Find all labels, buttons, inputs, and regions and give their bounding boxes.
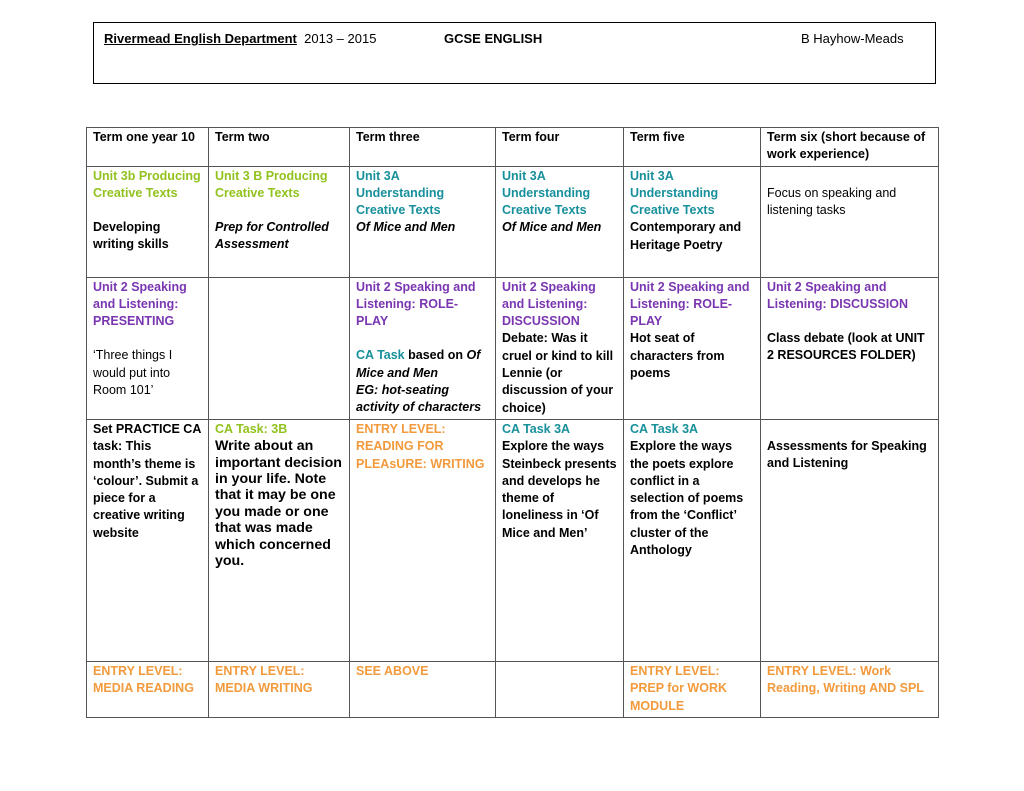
table-header-row xyxy=(87,128,939,167)
table-cell xyxy=(87,419,209,661)
unit-label: Understanding Creative Texts xyxy=(356,185,445,218)
table-cell xyxy=(209,419,350,661)
unit-label: Understanding Creative Texts xyxy=(502,185,591,218)
unit-label: Unit 3A xyxy=(502,168,546,183)
unit-label: Unit 3b Producing Creative Texts xyxy=(93,168,201,200)
cell-text: based on xyxy=(404,348,467,363)
unit-label: Unit 3A Understanding Creative Texts xyxy=(630,168,719,218)
entry-level-label: ENTRY LEVEL: MEDIA READING xyxy=(93,663,194,696)
table-cell xyxy=(496,166,624,277)
scheme-of-work-table xyxy=(86,127,939,718)
ca-task-line xyxy=(356,347,489,382)
table-cell xyxy=(624,277,761,419)
column-header: Term two xyxy=(209,128,350,167)
column-header: Term four xyxy=(496,128,624,167)
cell-text: Prep for Controlled Assessment xyxy=(215,220,329,252)
column-header: Term six (short because of work experience) xyxy=(761,128,939,167)
entry-level-label: ENTRY LEVEL: PREP for WORK MODULE xyxy=(630,663,727,713)
unit-label: Unit 3A xyxy=(356,168,400,183)
column-header: Term three xyxy=(350,128,496,167)
cell-text: Of Mice and Men xyxy=(502,220,602,235)
entry-level-label: SEE ABOVE xyxy=(356,663,429,678)
task-label: CA Task xyxy=(356,348,405,363)
table-cell xyxy=(350,277,496,419)
unit-label: Unit 2 Speaking and Listening: DISCUSSION xyxy=(502,279,596,329)
cell-text: Set PRACTICE CA task: This month’s theme is ‘colour’. Submit a piece for a creative writing website xyxy=(93,421,201,540)
table-cell xyxy=(209,661,350,717)
task-label: CA Task 3A xyxy=(630,421,699,436)
cell-text: Of Mice and Men xyxy=(356,220,456,235)
table-row xyxy=(87,277,939,419)
table-row xyxy=(87,166,939,277)
table-cell xyxy=(87,277,209,419)
header-subject: GCSE ENGLISH xyxy=(444,31,543,46)
header-department: Rivermead English Department 2013 – 2015 xyxy=(104,31,377,46)
unit-label: Unit 3 B Producing Creative Texts xyxy=(215,168,328,200)
entry-level-label: ENTRY LEVEL: Work Reading, Writing AND SPL xyxy=(767,663,924,696)
table-cell xyxy=(350,419,496,661)
table-cell xyxy=(209,166,350,277)
task-label: CA Task 3A xyxy=(502,421,571,436)
table-cell xyxy=(87,661,209,717)
column-header: Term five xyxy=(624,128,761,167)
column-header: Term one year 10 xyxy=(87,128,209,167)
cell-text: Explore the ways the poets explore conflict in a selection of poems from the ‘Conflict’ cluster of the Anthology xyxy=(630,439,744,558)
cell-text: Debate: Was it cruel or kind to kill Lennie (or discussion of your choice) xyxy=(502,331,614,415)
table-cell xyxy=(761,166,939,277)
table-cell xyxy=(496,661,624,717)
cell-text: Explore the ways Steinbeck presents and develops he theme of loneliness in ‘Of Mice and Men’ xyxy=(502,439,617,540)
document-header xyxy=(93,22,936,84)
header-author: B Hayhow-Meads xyxy=(801,31,904,46)
table-cell xyxy=(624,661,761,717)
table-cell xyxy=(761,277,939,419)
cell-text: Of Mice and Men xyxy=(356,348,481,380)
cell-text: Contemporary and Heritage Poetry xyxy=(630,220,742,252)
cell-text: Hot seat of characters from poems xyxy=(630,331,725,381)
table-cell xyxy=(761,661,939,717)
table-row xyxy=(87,419,939,661)
table-cell xyxy=(209,277,350,419)
table-cell xyxy=(496,277,624,419)
cell-text: EG: hot-seating activity of characters xyxy=(356,383,482,415)
cell-text: Write about an important decision in your life. Note that it may be one you made or one that was made which concerned you. xyxy=(215,438,342,570)
table-cell xyxy=(624,166,761,277)
table-cell xyxy=(350,166,496,277)
table-cell xyxy=(87,166,209,277)
unit-label: Unit 2 Speaking and Listening: PRESENTING xyxy=(93,279,187,329)
cell-text: Class debate (look at UNIT 2 RESOURCES FOLDER) xyxy=(767,331,925,363)
entry-level-label: ENTRY LEVEL: MEDIA WRITING xyxy=(215,663,313,696)
unit-label: Unit 2 Speaking and Listening: ROLE-PLAY xyxy=(630,279,750,329)
cell-text: Assessments for Speaking and Listening xyxy=(767,438,927,471)
table-cell xyxy=(761,419,939,661)
task-label: CA Task: 3B xyxy=(215,421,288,436)
header-years: 2013 – 2015 xyxy=(304,31,377,46)
table-cell xyxy=(350,661,496,717)
table-cell xyxy=(624,419,761,661)
cell-text: Developing writing skills xyxy=(93,220,169,252)
unit-label: Unit 2 Speaking and Listening: ROLE-PLAY xyxy=(356,279,476,329)
table-cell xyxy=(496,419,624,661)
table-row xyxy=(87,661,939,717)
entry-level-label: ENTRY LEVEL: READING FOR PLEAsURE: WRITING xyxy=(356,421,485,471)
cell-text: Focus on speaking and listening tasks xyxy=(767,185,897,217)
unit-label: Unit 2 Speaking and Listening: DISCUSSION xyxy=(767,279,908,311)
cell-text: ‘Three things I would put into Room 101’ xyxy=(93,348,173,398)
